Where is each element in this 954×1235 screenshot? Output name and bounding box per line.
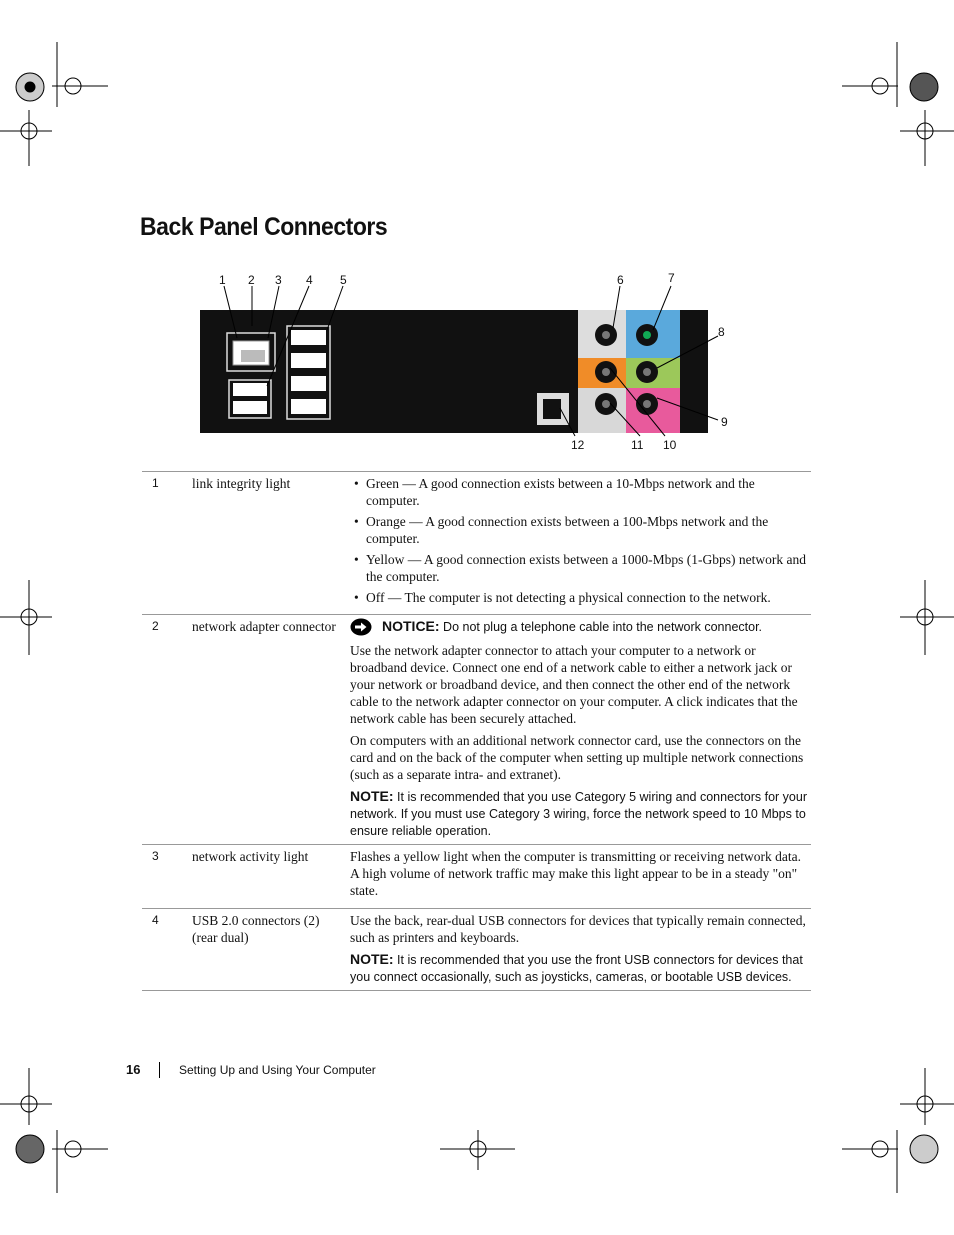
link-light-states (350, 475, 807, 606)
connector-table (142, 471, 811, 991)
table-row (142, 845, 811, 909)
callout-12: 12 (571, 438, 585, 452)
callout-7: 7 (668, 271, 675, 285)
callout-2: 2 (248, 273, 255, 287)
callout-9: 9 (721, 415, 728, 429)
back-panel-illustration (195, 268, 755, 458)
connector-description (350, 909, 811, 991)
list-item: • Green — A good connection exists between a 10-Mbps network and the computer. (350, 475, 807, 509)
description-paragraph: Flashes a yellow light when the computer is transmitting or receiving network data. A high volume of network traffic may make this light appear to be in a steady "on" state. (350, 849, 802, 898)
table-row (142, 615, 811, 845)
page-title: Back Panel Connectors (140, 213, 388, 241)
callout-11: 11 (631, 438, 644, 452)
list-item: • Yellow — A good connection exists between a 1000-Mbps (1-Gbps) network and the computer. (350, 551, 807, 585)
table-row (142, 909, 811, 991)
note-label: NOTE: (350, 951, 394, 967)
note-box (350, 951, 807, 986)
row-number: 4 (152, 913, 159, 927)
connector-description (350, 472, 811, 615)
page-number: 16 (126, 1062, 141, 1077)
note-label: NOTE: (350, 788, 394, 804)
callout-3: 3 (275, 273, 282, 287)
callout-1: 1 (219, 273, 226, 287)
connector-name: network adapter connector (192, 619, 336, 634)
description-paragraph: Use the network adapter connector to attach your computer to a network or broadband device. Connect one end of a network cable to either a network jack or your network or broadband device, and then connect the other end of the network cable to the network adapter connector on your computer. A click indicates that the network cable has been securely attached. (350, 643, 798, 726)
callout-6: 6 (617, 273, 624, 287)
list-item: • Off — The computer is not detecting a physical connection to the network. (350, 589, 807, 606)
connector-name: USB 2.0 connectors (2) (rear dual) (192, 913, 320, 945)
callout-4: 4 (306, 273, 313, 287)
list-item: • Orange — A good connection exists between a 100-Mbps network and the computer. (350, 513, 807, 547)
table-row (142, 472, 811, 615)
row-number: 3 (152, 849, 159, 863)
row-number: 1 (152, 476, 159, 490)
footer-divider (159, 1062, 160, 1078)
connector-description (350, 845, 811, 909)
description-paragraph: Use the back, rear-dual USB connectors for devices that typically remain connected, such as printers and keyboards. (350, 913, 806, 945)
note-box (350, 788, 807, 840)
description-paragraph: On computers with an additional network connector card, use the connectors on the card and on the back of the computer when setting up multiple network connections (such as a separate intra- and extranet). (350, 733, 804, 782)
connector-description (350, 615, 811, 845)
row-number: 2 (152, 619, 159, 633)
back-panel-figure (195, 268, 755, 458)
note-text: It is recommended that you use the front USB connectors for devices that you connect occasionally, such as joysticks, cameras, or bootable USB devices. (350, 953, 803, 984)
notice-arrow-icon (350, 618, 372, 636)
notice-box (350, 618, 807, 636)
callout-8: 8 (718, 325, 725, 339)
connector-name: link integrity light (192, 476, 291, 491)
note-text: It is recommended that you use Category 5 wiring and connectors for your network. If you must use Category 3 wiring, force the network speed to 10 Mbps to ensure reliable operation. (350, 790, 807, 838)
callout-10: 10 (663, 438, 677, 452)
connector-name: network activity light (192, 849, 309, 864)
notice-label: NOTICE: (382, 618, 440, 634)
footer-section-title: Setting Up and Using Your Computer (179, 1063, 376, 1077)
notice-text: Do not plug a telephone cable into the network connector. (443, 620, 763, 634)
callout-5: 5 (340, 273, 347, 287)
